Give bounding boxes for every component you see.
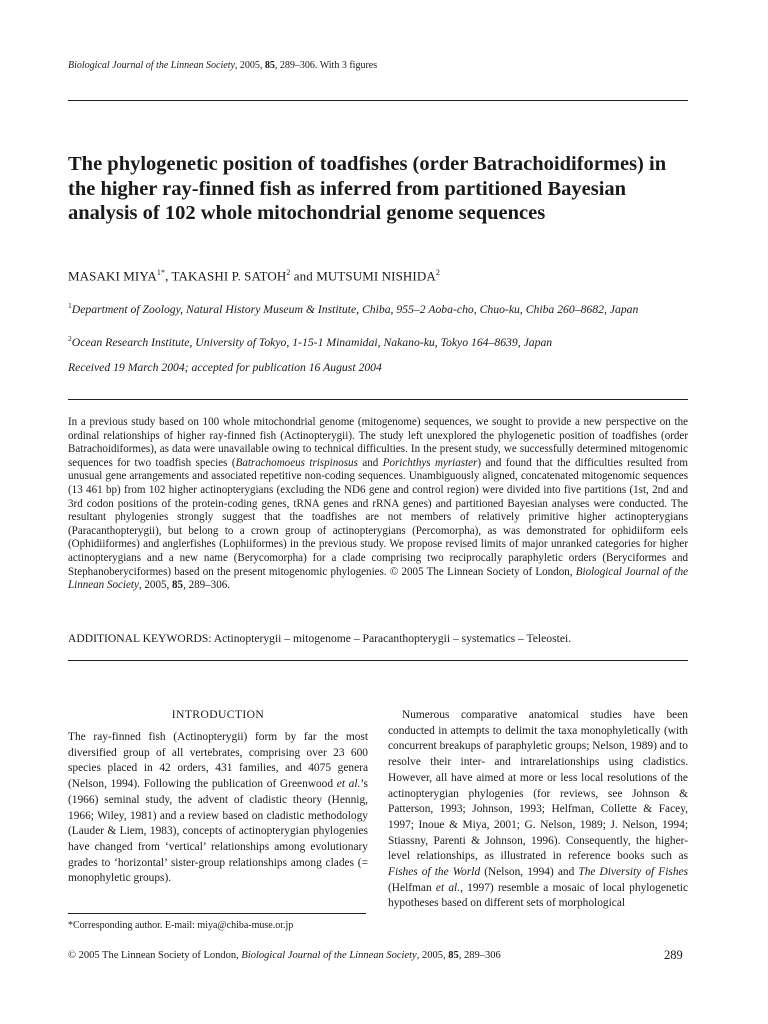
abstract-bottom-rule (68, 660, 688, 661)
species-name: Batrachomoeus trispinosus (235, 456, 358, 469)
additional-keywords: ADDITIONAL KEYWORDS: Actinopterygii – mitogenome – Paracanthopterygii – systematics – Teleostei. (68, 632, 572, 645)
page-number: 289 (664, 948, 683, 962)
section-heading-introduction: INTRODUCTION (171, 708, 265, 721)
author-name: MUTSUMI NISHIDA (316, 268, 436, 284)
received-date: Received 19 March 2004; accepted for publication 16 August 2004 (68, 361, 382, 374)
paper-title: The phylogenetic position of toadfishes (order Batrachoidiformes) in the higher ray-finned fish as inferred from partitioned Bayesian analysis of 102 whole mitochondrial genome sequences (68, 153, 667, 224)
species-name: Porichthys myriaster (382, 456, 478, 469)
affiliation-1: $^1$Department of Zoology, Natural History Museum & Institute, Chiba, 955–2 Aoba-cho, Chuo-ku, Chiba 260–8682, Japan (68, 301, 639, 316)
footnote-rule (68, 913, 366, 914)
header-rule (68, 100, 688, 101)
page-footer: © 2005 The Linnean Society of London, Biological Journal of the Linnean Society, 2005, 85, 289–306 (68, 950, 501, 961)
intro-left-column: The ray-finned fish (Actinopterygii) form by far the most diversified group of all vertebrates, comprising over 23 600 species placed in 42 orders, 431 families, and 4075 genera (Nelson, 1994). Following the publication of Greenwood et al.’s (1966) seminal study, the advent of cladistic theory (Hennig, 1966; Wiley, 1981) and a review based on cladistic methodology (Lauder & Liem, 1983), concepts of actinopterygian phylogenies have changed from ‘vertical’ relationships among evolutionary grades to ‘horizontal’ sister-group relationships among clades (= monophyletic groups). (68, 731, 368, 885)
journal-name: Biological Journal of the Linnean Society (68, 60, 235, 71)
journal-citation: Biological Journal of the Linnean Society, 2005, 85, 289–306. With 3 figures (68, 60, 378, 71)
corresponding-author-footnote: *Corresponding author. E-mail: miya@chiba-muse.or.jp (68, 920, 294, 931)
affiliation-2: $^2$Ocean Research Institute, University of Tokyo, 1-15-1 Minamidai, Nakano-ku, Tokyo 164–8639, Japan (68, 334, 553, 349)
intro-right-column: Numerous comparative anatomical studies have been conducted in attempts to delimit the taxa monophyletically (with concurrent breakups of paraphyletic groups; Nelson, 1989) and to resolve their inter- and intrarelationships using cladistics. However, all have aimed at more or less local resolutions of the actinopterygian phylogenies (for reviews, see Johnson & Patterson, 1993; Johnson, 1993; Helfman, Collette & Facey, 1997; Inoue & Miya, 2001; G. Nelson, 1989; J. Nelson, 1994; Stiassny, Parenti & Johnson, 1996). Consequently, the higher-level relationships, as illustrated in reference books such as Fishes of the World (Nelson, 1994) and The Diversity of Fishes (Helfman et al., 1997) resemble a mosaic of local phylogenetic hypotheses based on different sets of morphological (388, 709, 689, 910)
author-name: TAKASHI P. SATOH (171, 268, 287, 284)
abstract-top-rule (68, 399, 688, 400)
author-list: MASAKI $MIYA^{1*}$, TAKASHI P. SATOH$^2$ and MUTSUMI NISHIDA$^2$ (68, 268, 440, 284)
abstract: In a previous study based on 100 whole mitochondrial genome (mitogenome) sequences, we sought to provide a new perspective on the ordinal relationships of higher ray-finned fish (Actinopterygii). The study left unexplored the phylogenetic position of toadfishes (order Batrachoidiformes), as data were unavailable owing to technical difficulties. In the present study, we successfully determined mitogenomic sequences for two toadfish species (Batrachomoeus trispinosus and Porichthys myriaster) and found that the difficulties resulted from unusual gene arrangements and associated repetitive non-coding sequences. Unambiguously aligned, concatenated mitogenomic sequences (13 461 bp) from 102 higher actinopterygians (excluding the ND6 gene and control region) were divided into five partitions (1st, 2nd and 3rd codon positions of the protein-coding genes, tRNA genes and rRNA genes) and partitioned Bayesian analyses were conducted. The resultant phylogenies strongly suggest that the toadfishes are not members of relatively primitive higher actinopterygians (Paracanthopterygii), but belong to a crown group of actinopterygians (Percomorpha), as was demonstrated for ophidiiform eels (Ophidiiformes) and anglerfishes (Lophiiformes) in the previous study. We propose revised limits of major unranked categories for higher actinopterygians and a new name (Berycomorpha) for a clade comprising two reciprocally paraphyletic orders (Beryciformes and Stephanoberyciformes) based on the present mitogenomic phylogenies. © 2005 The Linnean Society of London, Biological Journal of the Linnean Society, 2005, 85, 289–306. (68, 416, 688, 592)
author-name: MASAKI MIYA (68, 268, 157, 284)
journal-volume: 85 (264, 60, 275, 71)
